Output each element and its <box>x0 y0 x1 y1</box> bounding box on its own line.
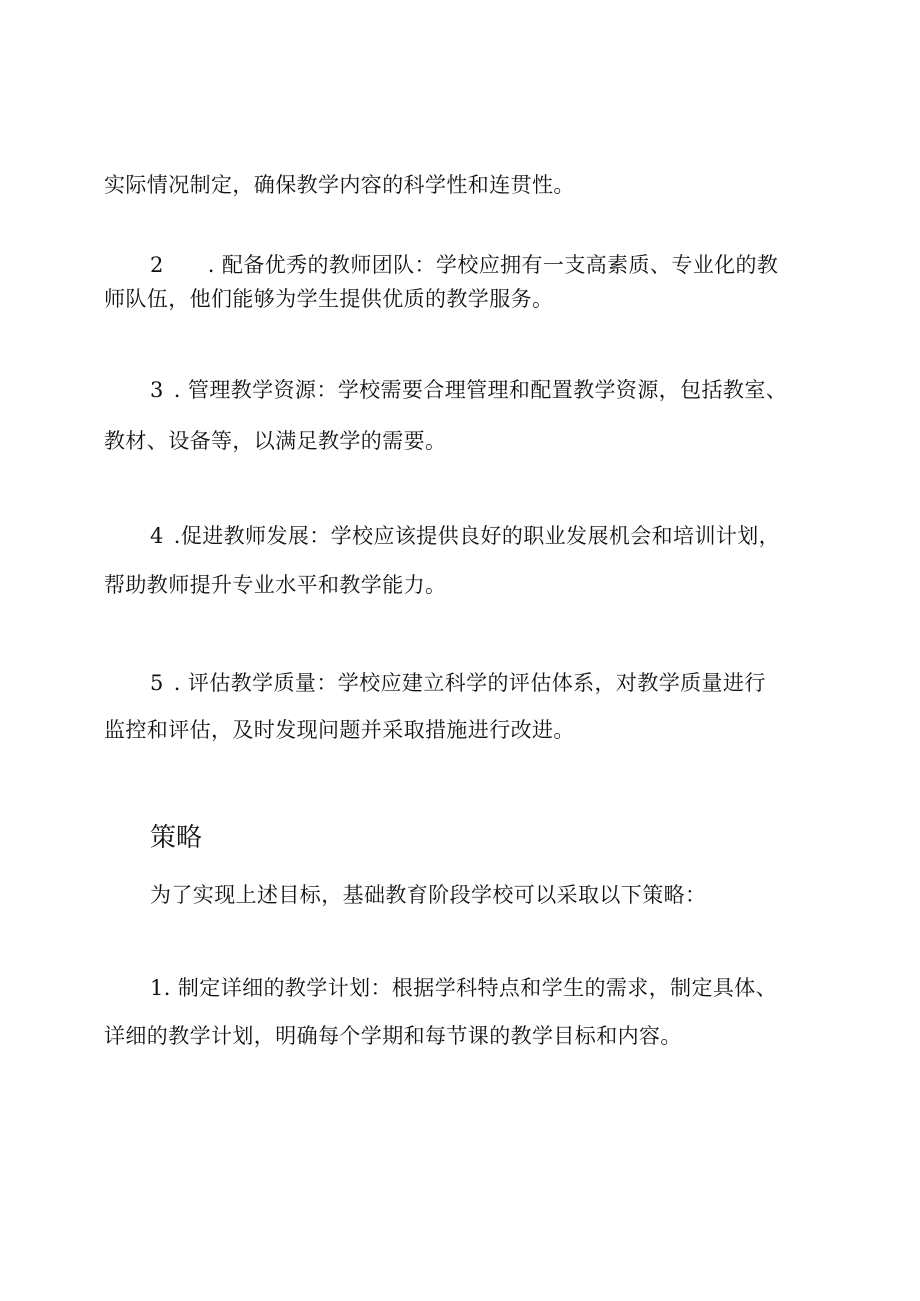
list-item-2-line-2: 师队伍，他们能够为学生提供优质的教学服务。 <box>104 287 554 311</box>
list-item-4-line-1 <box>150 521 780 551</box>
paragraph-continuation: 实际情况制定，确保教学内容的科学性和连贯性。 <box>104 173 575 197</box>
list-number: 3 <box>150 378 164 402</box>
section-intro: 为了实现上述目标，基础教育阶段学校可以采取以下策略： <box>150 883 707 907</box>
strategy-item-1-line-1: 1. 制定详细的教学计划：根据学科特点和学生的需求，制定具体、 <box>150 976 778 1000</box>
list-item-text: . 评估教学质量：学校应建立科学的评估体系，对教学质量进行 <box>173 671 766 695</box>
list-item-4-line-2: 帮助教师提升专业水平和教学能力。 <box>104 573 447 597</box>
list-item-text: .促进教师发展：学校应该提供良好的职业发展机会和培训计划， <box>173 524 781 548</box>
list-number: 4 <box>150 524 164 548</box>
list-item-3-line-2: 教材、设备等，以满足教学的需要。 <box>104 429 447 453</box>
list-number: 5 <box>150 671 164 695</box>
list-number: 2 <box>150 253 164 277</box>
list-item-3-line-1 <box>150 375 787 405</box>
list-item-text: . 管理教学资源：学校需要合理管理和配置教学资源，包括教室、 <box>173 378 788 402</box>
list-item-text: . 配备优秀的教师团队：学校应拥有一支高素质、专业化的教 <box>207 253 779 277</box>
list-item-5-line-2: 监控和评估，及时发现问题并采取措施进行改进。 <box>104 718 575 742</box>
list-item-2-line-1 <box>150 250 778 280</box>
strategy-item-1-line-2: 详细的教学计划，明确每个学期和每节课的教学目标和内容。 <box>104 1024 682 1048</box>
list-item-5-line-1 <box>150 668 766 698</box>
section-heading: 策略 <box>150 823 203 853</box>
